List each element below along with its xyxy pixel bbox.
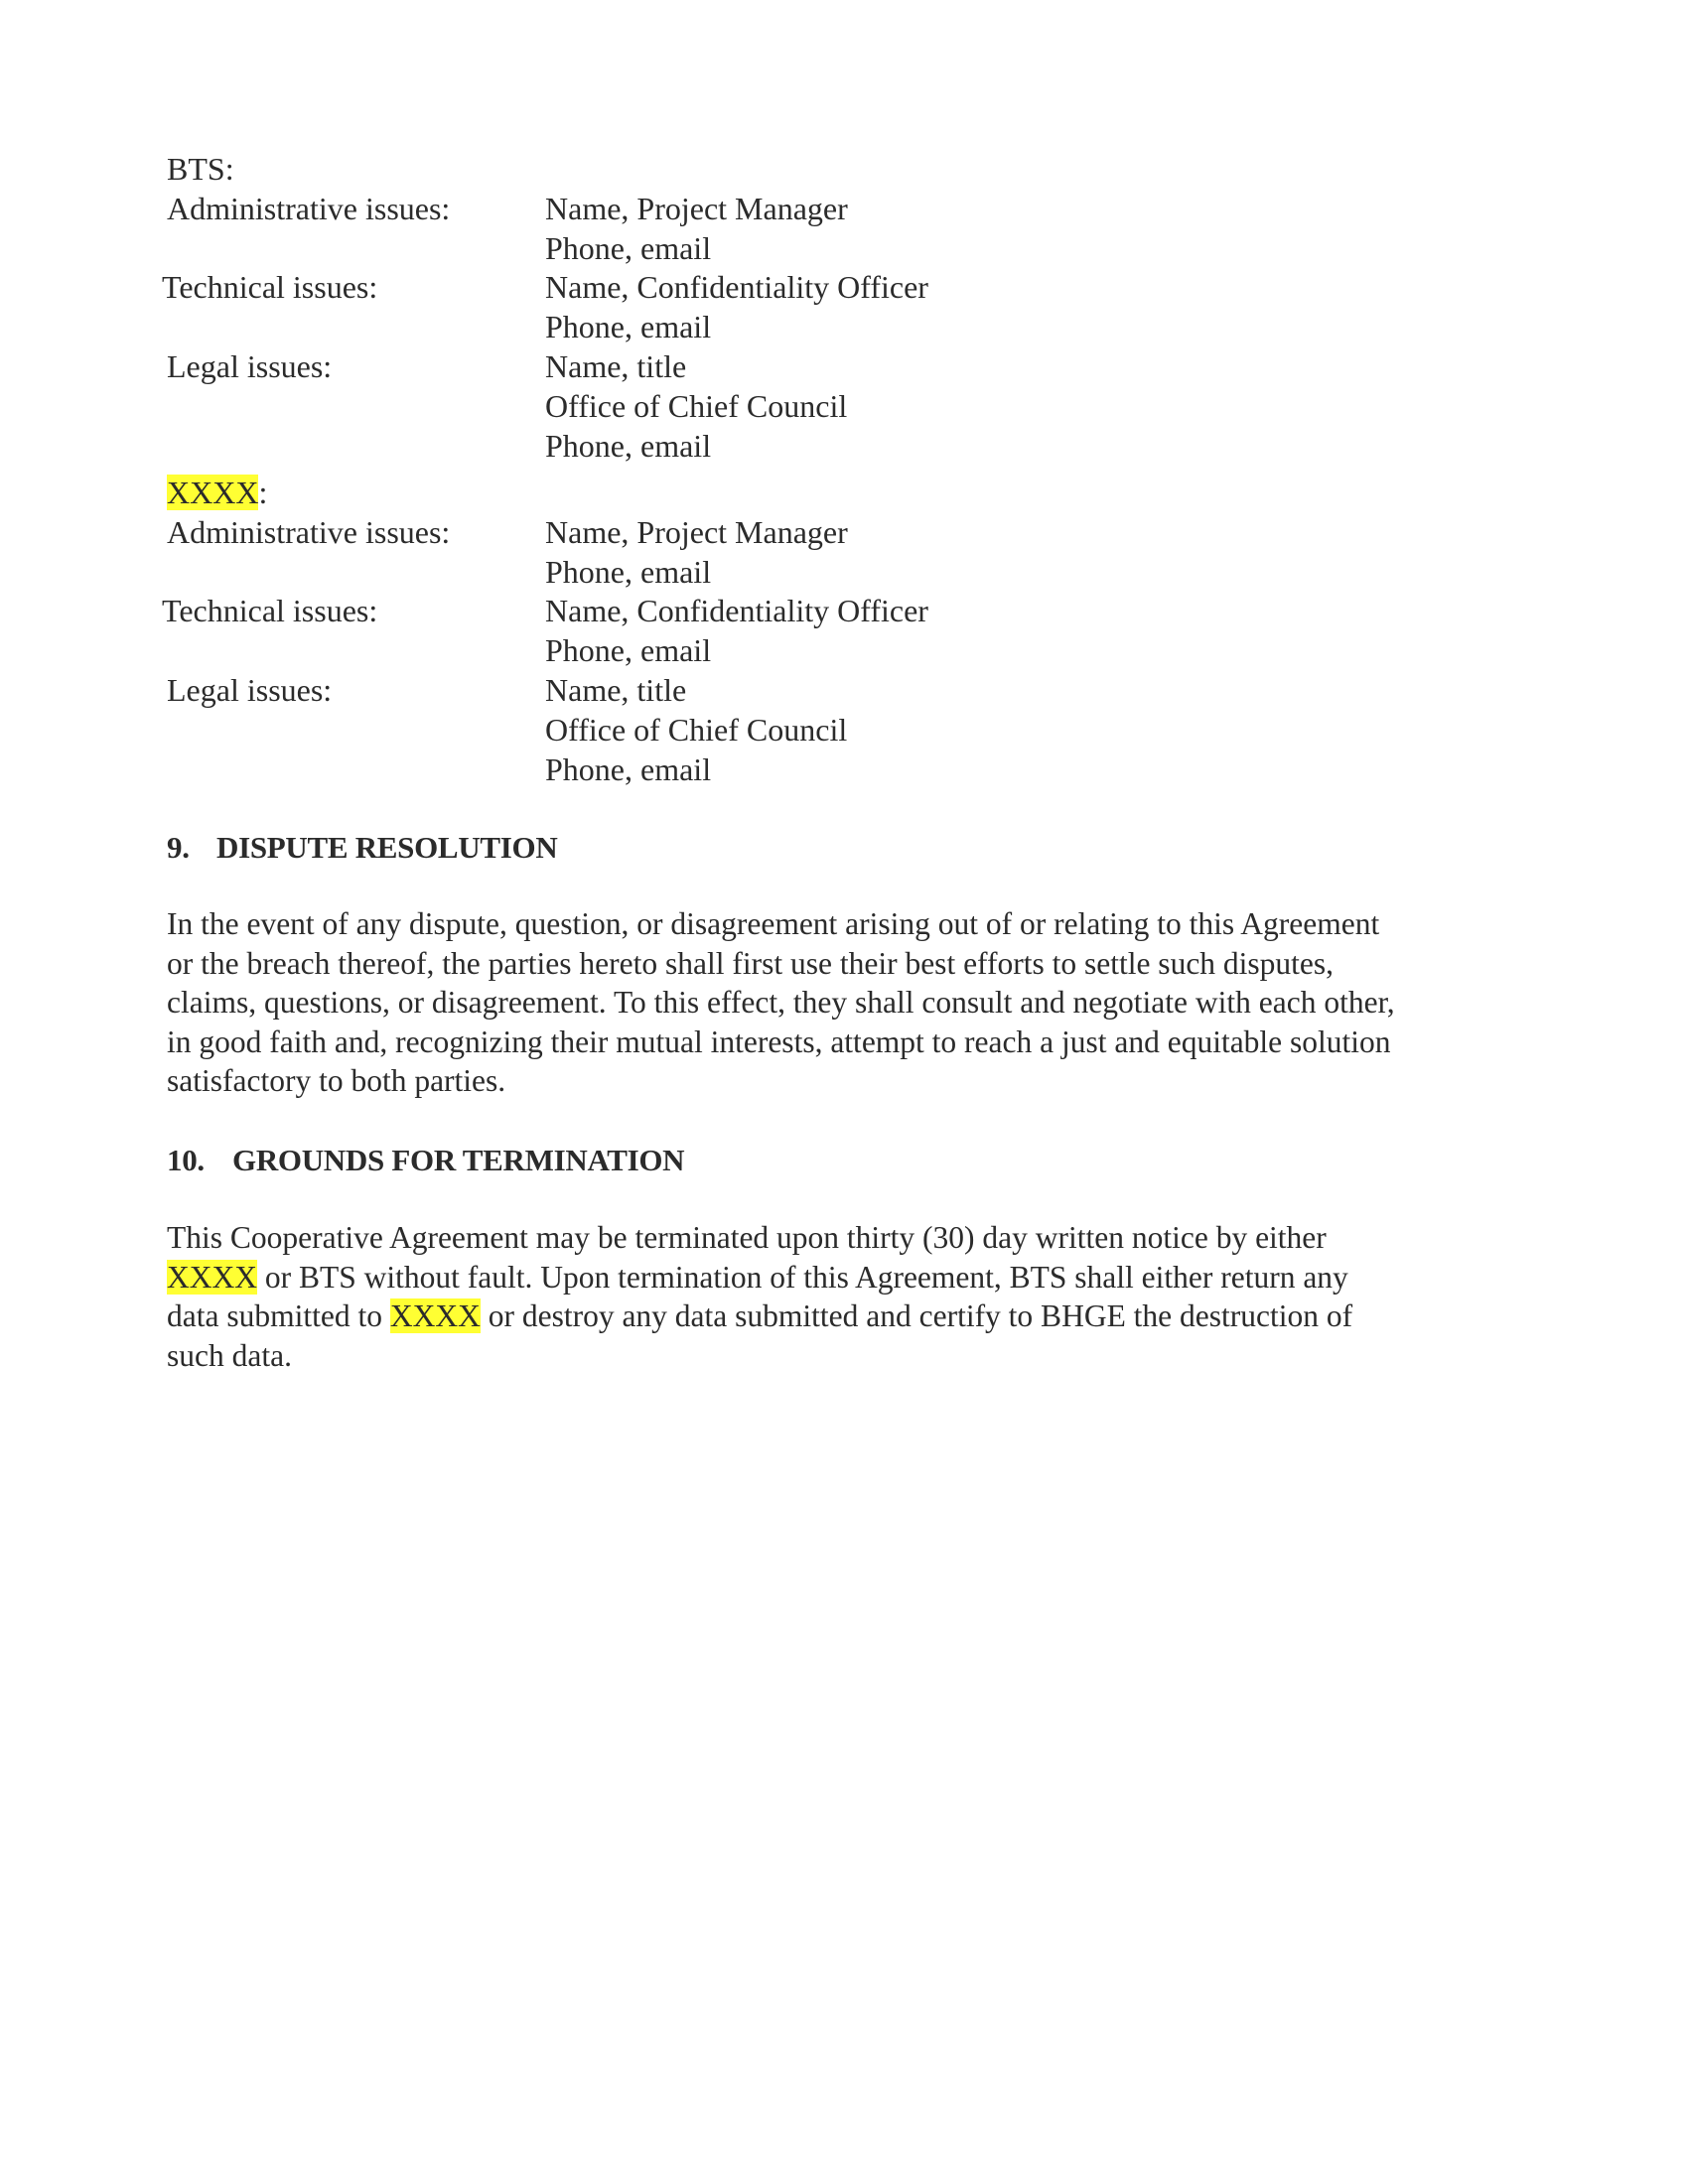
section-heading-dispute-resolution — [167, 828, 557, 868]
contact-label-technical: Technical issues: — [162, 593, 378, 628]
section-title: GROUNDS FOR TERMINATION — [232, 1143, 685, 1177]
paragraph-line: in good faith and, recognizing their mutual interests, attempt to reach a just and equitable solution — [167, 1024, 1391, 1059]
section-title: DISPUTE RESOLUTION — [216, 830, 558, 865]
paragraph-line: or the breach thereof, the parties hereto shall first use their best efforts to settle such disputes, — [167, 945, 1335, 981]
contact-value: Name, Confidentiality Officer — [545, 593, 928, 628]
contact-value: Office of Chief Council — [545, 712, 848, 748]
contact-value: Phone, email — [545, 554, 712, 590]
paragraph-line: claims, questions, or disagreement. To this effect, they shall consult and negotiate with each other, — [167, 985, 1395, 1020]
party-heading-bts: BTS: — [167, 151, 234, 187]
contact-value: Phone, email — [545, 230, 712, 266]
contact-label-legal: Legal issues: — [167, 672, 333, 708]
contact-value: Name, title — [545, 672, 687, 708]
paragraph-line: XXXX or BTS without fault. Upon termination of this Agreement, BTS shall either return any — [167, 1259, 1348, 1295]
highlighted-placeholder: XXXX — [167, 1259, 257, 1295]
contact-label-technical: Technical issues: — [162, 269, 378, 305]
paragraph-line: data submitted to XXXX or destroy any data submitted and certify to BHGE the destruction of — [167, 1298, 1353, 1333]
contact-label-legal: Legal issues: — [167, 348, 333, 384]
contact-value: Name, title — [545, 348, 687, 384]
contact-label-administrative: Administrative issues: — [167, 514, 451, 550]
section-number: 10. — [167, 1143, 205, 1177]
section-number: 9. — [167, 830, 190, 865]
party-heading-xxxx: XXXX: — [167, 475, 268, 510]
contact-value: Name, Confidentiality Officer — [545, 269, 928, 305]
paragraph-line: such data. — [167, 1337, 292, 1373]
termination-paragraph — [167, 1218, 1557, 1375]
section-heading-grounds-for-termination — [167, 1141, 684, 1180]
contact-value: Phone, email — [545, 309, 712, 344]
highlighted-placeholder: XXXX — [167, 475, 259, 510]
paragraph-line: In the event of any dispute, question, or disagreement arising out of or relating to this Agreement — [167, 906, 1380, 941]
contact-value: Phone, email — [545, 428, 712, 464]
contact-label-administrative: Administrative issues: — [167, 191, 451, 226]
highlighted-placeholder: XXXX — [389, 1298, 481, 1333]
contact-value: Phone, email — [545, 751, 712, 787]
contact-value: Name, Project Manager — [545, 514, 848, 550]
paragraph-line: satisfactory to both parties. — [167, 1063, 506, 1098]
contact-value: Office of Chief Council — [545, 388, 848, 424]
contact-value: Phone, email — [545, 632, 712, 668]
contact-value: Name, Project Manager — [545, 191, 848, 226]
dispute-resolution-paragraph — [167, 904, 1557, 1101]
paragraph-line: This Cooperative Agreement may be terminated upon thirty (30) day written notice by either — [167, 1220, 1327, 1255]
